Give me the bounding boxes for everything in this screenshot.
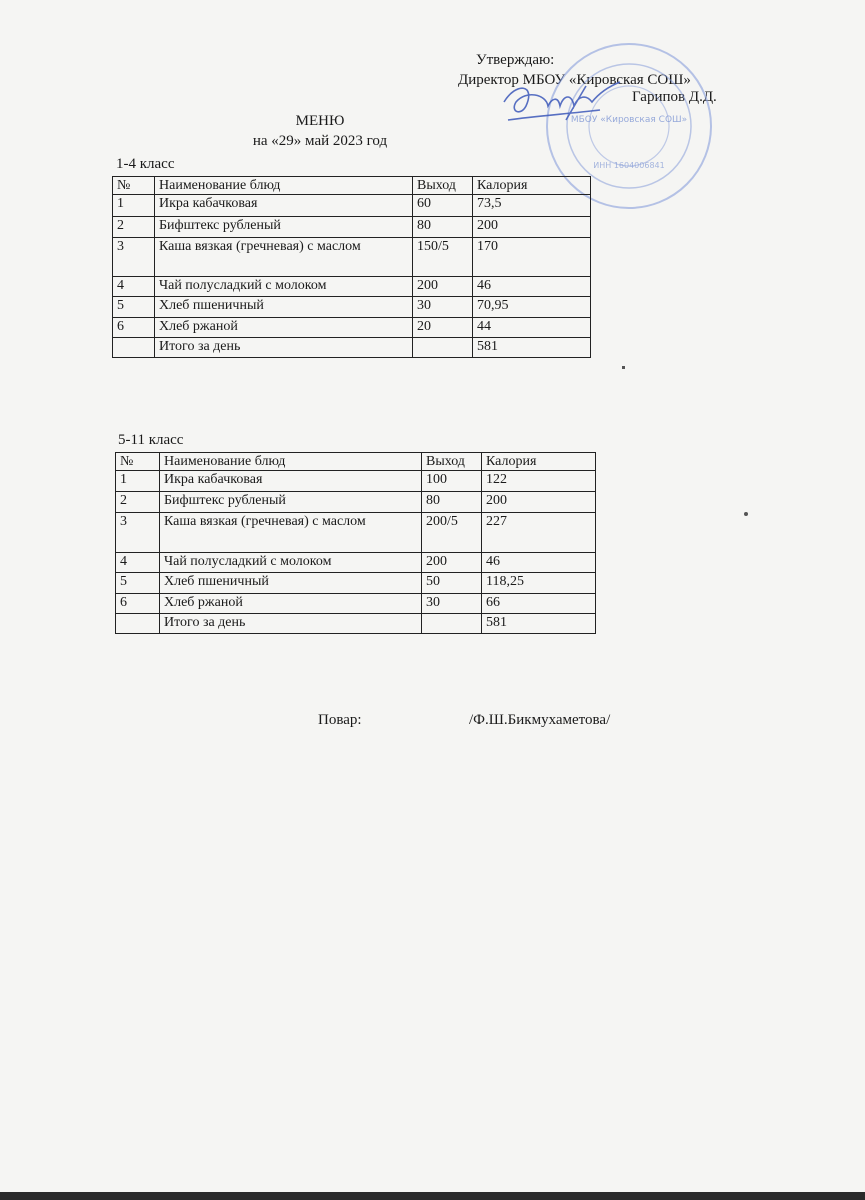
cell-calories: 200 [482,492,596,513]
cell-dish: Бифштекс рубленый [160,492,422,513]
header-dish: Наименование блюд [155,177,413,195]
cell-number: 4 [116,553,160,573]
table-row [113,195,591,217]
menu-table-1-4 [112,176,591,358]
table-row [116,553,596,573]
cell-number: 6 [113,318,155,338]
cell-dish: Икра кабачковая [160,471,422,492]
total-value: 581 [473,338,591,358]
cell-yield: 100 [422,471,482,492]
cell-calories: 227 [482,513,596,553]
cell-number: 6 [116,594,160,614]
table-row [116,594,596,614]
cell-number: 4 [113,277,155,297]
cell-calories: 170 [473,238,591,277]
cell-dish: Каша вязкая (гречневая) с маслом [155,238,413,277]
cell-yield: 30 [422,594,482,614]
cell-dish: Хлеб ржаной [160,594,422,614]
header-yield: Выход [422,453,482,471]
cell-calories: 44 [473,318,591,338]
header-number: № [113,177,155,195]
total-value: 581 [482,614,596,634]
cell-calories: 200 [473,217,591,238]
table1-class-label: 1-4 класс [116,156,175,172]
table-row [113,318,591,338]
table-total-row [113,338,591,358]
cell-number: 2 [116,492,160,513]
cell-yield: 80 [422,492,482,513]
cell-empty [422,614,482,634]
table-row [113,217,591,238]
cell-calories: 73,5 [473,195,591,217]
cell-number: 5 [113,297,155,318]
cell-number: 3 [116,513,160,553]
cell-empty [116,614,160,634]
cell-number: 3 [113,238,155,277]
cell-yield: 200/5 [422,513,482,553]
approval-label: Утверждаю: [476,52,555,68]
cell-calories: 66 [482,594,596,614]
cell-yield: 50 [422,573,482,594]
table-header-row [113,177,591,195]
cell-dish: Чай полусладкий с молоком [155,277,413,297]
stamp-inn: ИНН 1604006841 [593,161,665,170]
header-calories: Калория [473,177,591,195]
table2-class-label: 5-11 класс [118,432,184,448]
table-total-row [116,614,596,634]
scan-dot [622,366,625,369]
table-row [116,492,596,513]
cook-name: /Ф.Ш.Бикмухаметова/ [469,712,611,728]
table-row [113,277,591,297]
header-dish: Наименование блюд [160,453,422,471]
cell-calories: 46 [482,553,596,573]
cell-yield: 80 [413,217,473,238]
menu-date: на «29» май 2023 год [252,133,388,149]
total-label: Итого за день [160,614,422,634]
cell-number: 1 [116,471,160,492]
menu-table-5-11 [115,452,596,634]
cook-label: Повар: [318,712,362,728]
cell-calories: 70,95 [473,297,591,318]
stamp-text: МБОУ «Кировская СОШ» [570,115,688,125]
scan-bottom-edge [0,1192,865,1200]
cell-dish: Бифштекс рубленый [155,217,413,238]
cell-yield: 30 [413,297,473,318]
cell-dish: Хлеб пшеничный [155,297,413,318]
cell-yield: 60 [413,195,473,217]
cell-number: 2 [113,217,155,238]
cell-dish: Чай полусладкий с молоком [160,553,422,573]
cell-dish: Каша вязкая (гречневая) с маслом [160,513,422,553]
table-row [113,297,591,318]
cell-calories: 122 [482,471,596,492]
cell-calories: 46 [473,277,591,297]
menu-title: МЕНЮ [295,113,345,129]
header-calories: Калория [482,453,596,471]
header-number: № [116,453,160,471]
cell-dish: Хлеб пшеничный [160,573,422,594]
cell-yield: 150/5 [413,238,473,277]
cell-yield: 200 [413,277,473,297]
table-header-row [116,453,596,471]
approval-director: Директор МБОУ «Кировская СОШ» [458,72,691,88]
cell-empty [413,338,473,358]
cell-number: 1 [113,195,155,217]
cell-number: 5 [116,573,160,594]
table-row [113,238,591,277]
cell-dish: Икра кабачковая [155,195,413,217]
table-row [116,573,596,594]
cell-empty [113,338,155,358]
scan-dot [744,512,748,516]
cell-dish: Хлеб ржаной [155,318,413,338]
cell-yield: 200 [422,553,482,573]
approval-name: Гарипов Д.Д. [632,89,717,105]
cell-calories: 118,25 [482,573,596,594]
table-row [116,471,596,492]
table-row [116,513,596,553]
total-label: Итого за день [155,338,413,358]
header-yield: Выход [413,177,473,195]
cell-yield: 20 [413,318,473,338]
